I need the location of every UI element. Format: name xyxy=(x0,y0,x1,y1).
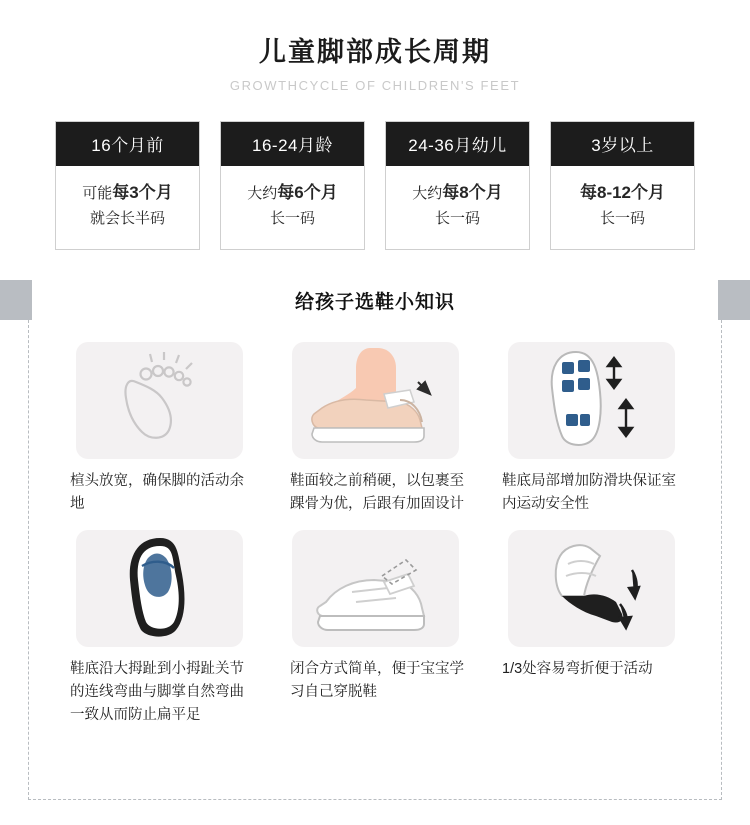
tip-thumbnail xyxy=(508,530,675,647)
page-title: 儿童脚部成长周期 xyxy=(259,37,491,67)
growth-card-title: 3岁以上 xyxy=(551,122,694,166)
shoe-upper-foot-icon xyxy=(292,342,459,459)
growth-card-body xyxy=(386,166,529,249)
tip-caption: 闭合方式简单，便于宝宝学习自己穿脱鞋 xyxy=(290,661,464,700)
growth-card-highlight: 每3个月 xyxy=(112,183,173,202)
tip-caption: 鞋底沿大拇趾到小拇趾关节的连线弯曲与脚掌自然弯曲一致从而防止扁平足 xyxy=(70,661,244,723)
tip-item xyxy=(486,342,696,516)
tips-grid xyxy=(29,342,721,741)
growth-card-body xyxy=(221,166,364,249)
growth-card-highlight: 每8个月 xyxy=(442,183,503,202)
tip-item xyxy=(270,530,480,727)
growth-card xyxy=(550,121,695,250)
growth-card-prefix: 大约 xyxy=(412,185,443,202)
tip-thumbnail xyxy=(292,530,459,647)
growth-card-title: 16-24月龄 xyxy=(221,122,364,166)
tip-thumbnail xyxy=(292,342,459,459)
shoe-sole-flex-line-icon xyxy=(76,530,243,647)
growth-card-prefix: 大约 xyxy=(247,185,278,202)
shoe-velcro-strap-icon xyxy=(292,530,459,647)
tip-thumbnail xyxy=(76,530,243,647)
tip-item xyxy=(54,342,264,516)
growth-cycle-cards xyxy=(55,121,695,250)
tip-thumbnail xyxy=(76,342,243,459)
growth-card-line2: 就会长半码 xyxy=(89,210,165,227)
growth-card-line2: 长一码 xyxy=(269,210,315,227)
growth-card xyxy=(220,121,365,250)
tip-caption: 鞋面较之前稍硬，以包裹至踝骨为优，后跟有加固设计 xyxy=(290,473,464,512)
growth-card-line2: 长一码 xyxy=(434,210,480,227)
page-header xyxy=(0,0,750,93)
section-band xyxy=(0,280,750,320)
tip-item xyxy=(486,530,696,727)
section-title: 给孩子选鞋小知识 xyxy=(32,280,718,320)
tip-caption: 1/3处容易弯折便于活动 xyxy=(502,661,653,677)
growth-card-body xyxy=(56,166,199,249)
footprint-icon xyxy=(84,346,234,456)
growth-card-line2: 长一码 xyxy=(599,210,645,227)
growth-card-body xyxy=(551,166,694,249)
tips-panel xyxy=(28,320,722,800)
growth-card-highlight: 每6个月 xyxy=(277,183,338,202)
tip-caption: 楦头放宽，确保脚的活动余地 xyxy=(70,473,244,512)
growth-card xyxy=(55,121,200,250)
growth-card-title: 16个月前 xyxy=(56,122,199,166)
shoe-bend-third-icon xyxy=(508,530,675,647)
tip-thumbnail xyxy=(508,342,675,459)
tip-item xyxy=(54,530,264,727)
tip-item xyxy=(270,342,480,516)
growth-card-title: 24-36月幼儿 xyxy=(386,122,529,166)
shoe-sole-antislip-icon xyxy=(508,342,675,459)
tip-caption: 鞋底局部增加防滑块保证室内运动安全性 xyxy=(502,473,676,512)
page-subtitle: GROWTHCYCLE OF CHILDREN'S FEET xyxy=(229,78,521,93)
growth-card-highlight: 每8-12个月 xyxy=(579,183,666,202)
growth-card xyxy=(385,121,530,250)
growth-card-prefix: 可能 xyxy=(82,185,113,202)
